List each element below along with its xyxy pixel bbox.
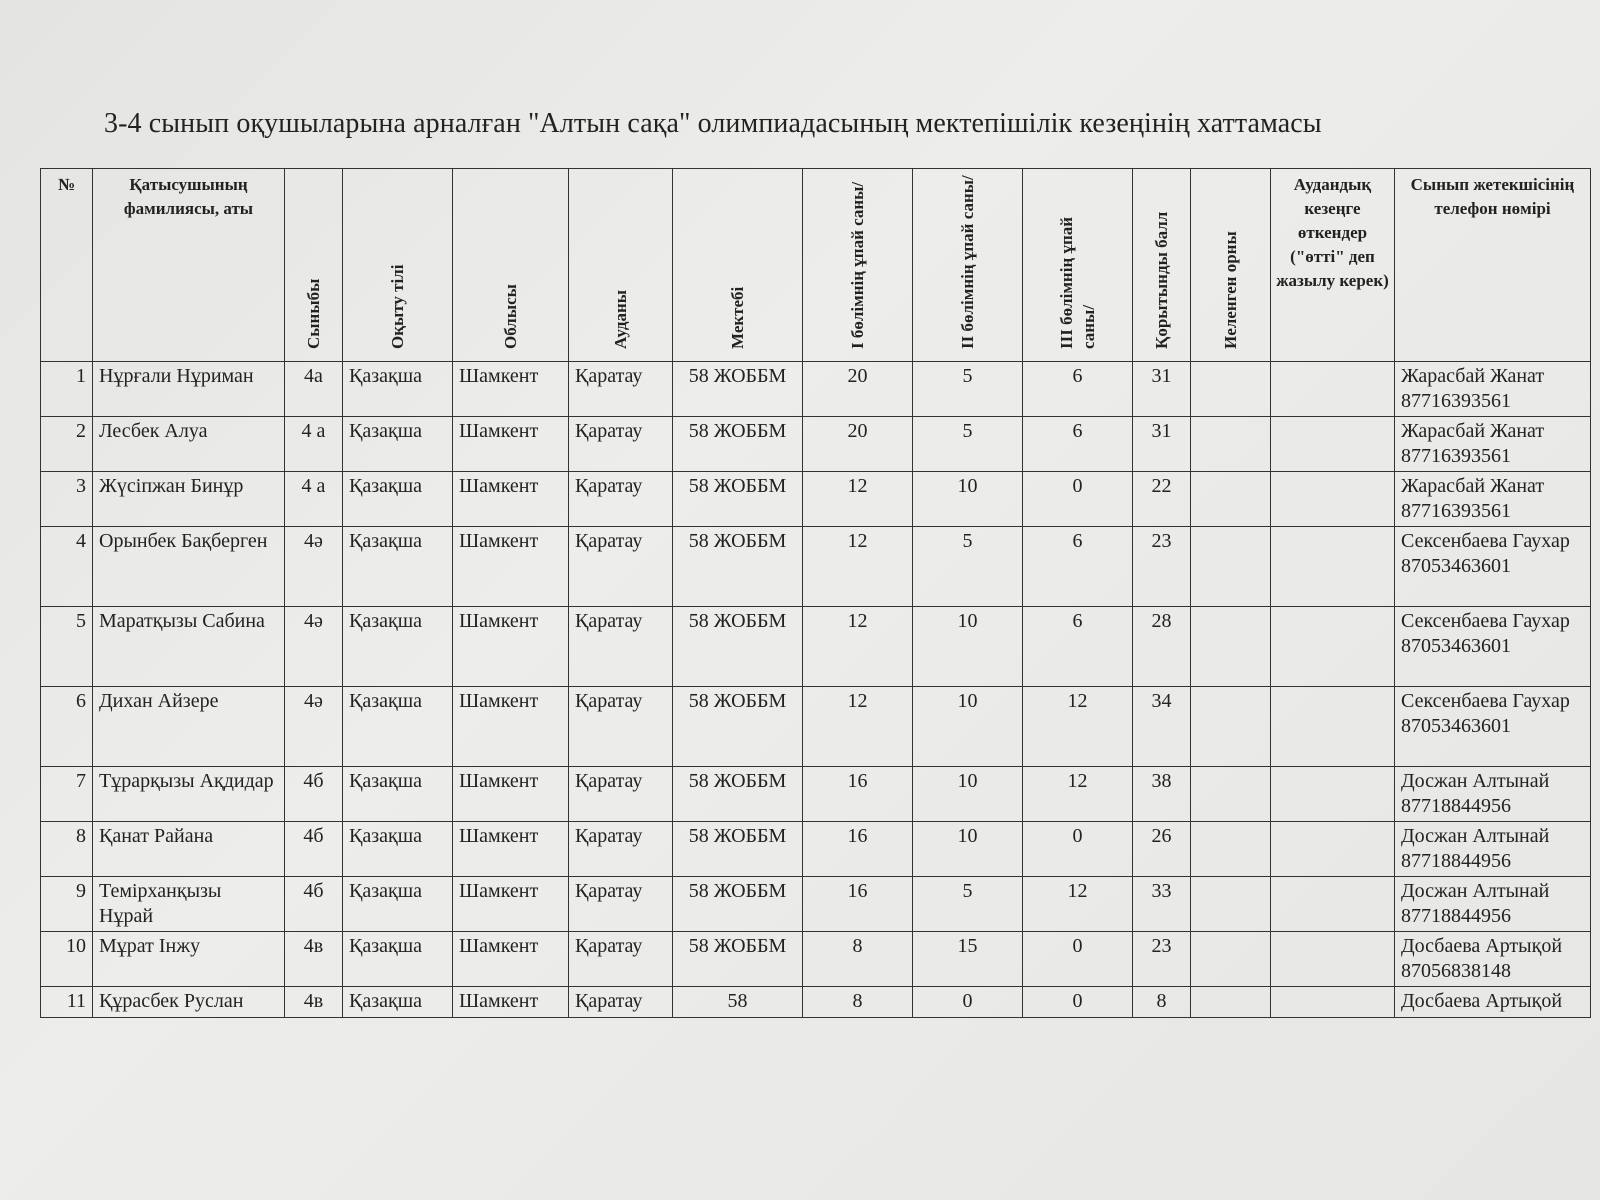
cell-language: Қазақша: [343, 527, 453, 607]
header-part2-label: II бөлімнің ұпай саны/: [957, 175, 977, 349]
cell-no: 8: [41, 822, 93, 877]
cell-grade: 4ә: [285, 607, 343, 687]
cell-region: Шамкент: [453, 527, 569, 607]
cell-teacher: Досбаева Артықой 87056838148: [1395, 932, 1591, 987]
table-row: [41, 527, 1591, 607]
cell-part3: 0: [1023, 822, 1133, 877]
cell-school: 58 ЖОББМ: [673, 607, 803, 687]
cell-part3: 12: [1023, 877, 1133, 932]
header-total-label: Қорытынды балл: [1151, 211, 1171, 349]
cell-no: 2: [41, 417, 93, 472]
cell-total: 31: [1133, 417, 1191, 472]
cell-region: Шамкент: [453, 987, 569, 1018]
table-row: [41, 362, 1591, 417]
cell-advanced: [1271, 417, 1395, 472]
cell-grade: 4ә: [285, 687, 343, 767]
header-place-label: Иеленген орны: [1220, 231, 1240, 349]
cell-advanced: [1271, 362, 1395, 417]
header-name: Қатысушының фамилиясы, аты: [93, 169, 285, 362]
cell-name: Маратқызы Сабина: [93, 607, 285, 687]
cell-district: Қаратау: [569, 987, 673, 1018]
cell-school: 58 ЖОББМ: [673, 472, 803, 527]
cell-part2: 0: [913, 987, 1023, 1018]
cell-part1: 8: [803, 932, 913, 987]
header-region-label: Облысы: [500, 284, 520, 349]
header-part1: [803, 169, 913, 362]
cell-total: 33: [1133, 877, 1191, 932]
cell-total: 23: [1133, 527, 1191, 607]
cell-place: [1191, 987, 1271, 1018]
cell-part3: 0: [1023, 932, 1133, 987]
cell-teacher: Досбаева Артықой: [1395, 987, 1591, 1018]
cell-no: 1: [41, 362, 93, 417]
header-district-label: Ауданы: [610, 289, 630, 349]
cell-part3: 12: [1023, 687, 1133, 767]
header-grade: [285, 169, 343, 362]
cell-language: Қазақша: [343, 687, 453, 767]
cell-advanced: [1271, 767, 1395, 822]
cell-advanced: [1271, 822, 1395, 877]
table-row: [41, 687, 1591, 767]
cell-language: Қазақша: [343, 767, 453, 822]
cell-place: [1191, 607, 1271, 687]
header-part3: [1023, 169, 1133, 362]
cell-school: 58 ЖОББМ: [673, 527, 803, 607]
cell-school: 58 ЖОББМ: [673, 417, 803, 472]
cell-place: [1191, 527, 1271, 607]
cell-no: 3: [41, 472, 93, 527]
cell-teacher: Жарасбай Жанат 87716393561: [1395, 362, 1591, 417]
cell-grade: 4в: [285, 987, 343, 1018]
cell-school: 58 ЖОББМ: [673, 932, 803, 987]
cell-place: [1191, 877, 1271, 932]
cell-place: [1191, 687, 1271, 767]
cell-name: Нұрғали Нұриман: [93, 362, 285, 417]
cell-region: Шамкент: [453, 822, 569, 877]
cell-region: Шамкент: [453, 932, 569, 987]
cell-part3: 12: [1023, 767, 1133, 822]
document-title: 3-4 сынып оқушыларына арналған "Алтын сақа" олимпиадасының мектепішілік кезеңінің хаттамасы: [104, 108, 1322, 139]
cell-no: 4: [41, 527, 93, 607]
table-row: [41, 822, 1591, 877]
cell-no: 9: [41, 877, 93, 932]
cell-place: [1191, 472, 1271, 527]
cell-part3: 6: [1023, 527, 1133, 607]
cell-advanced: [1271, 877, 1395, 932]
cell-teacher: Сексенбаева Гаухар 87053463601: [1395, 607, 1591, 687]
header-school: [673, 169, 803, 362]
header-school-label: Мектебі: [727, 286, 747, 349]
cell-name: Қанат Райана: [93, 822, 285, 877]
cell-no: 7: [41, 767, 93, 822]
cell-place: [1191, 822, 1271, 877]
header-advanced: Аудандық кезеңге өткендер ("өтті" деп жазылу керек): [1271, 169, 1395, 362]
cell-language: Қазақша: [343, 607, 453, 687]
cell-district: Қаратау: [569, 932, 673, 987]
cell-advanced: [1271, 527, 1395, 607]
cell-district: Қаратау: [569, 607, 673, 687]
cell-advanced: [1271, 687, 1395, 767]
cell-part1: 12: [803, 687, 913, 767]
cell-grade: 4 а: [285, 472, 343, 527]
cell-place: [1191, 362, 1271, 417]
cell-part2: 15: [913, 932, 1023, 987]
cell-language: Қазақша: [343, 877, 453, 932]
results-body: [41, 362, 1591, 1018]
cell-district: Қаратау: [569, 417, 673, 472]
cell-part2: 10: [913, 607, 1023, 687]
table-row: [41, 767, 1591, 822]
table-row: [41, 472, 1591, 527]
header-row: [41, 169, 1591, 362]
cell-district: Қаратау: [569, 527, 673, 607]
cell-advanced: [1271, 987, 1395, 1018]
cell-no: 10: [41, 932, 93, 987]
header-total: [1133, 169, 1191, 362]
cell-region: Шамкент: [453, 472, 569, 527]
cell-part2: 10: [913, 767, 1023, 822]
cell-advanced: [1271, 472, 1395, 527]
cell-part1: 20: [803, 417, 913, 472]
cell-part1: 12: [803, 527, 913, 607]
cell-grade: 4ә: [285, 527, 343, 607]
header-teacher: Сынып жетекшісінің телефон нөмірі: [1395, 169, 1591, 362]
cell-part1: 12: [803, 607, 913, 687]
header-district: [569, 169, 673, 362]
cell-advanced: [1271, 607, 1395, 687]
cell-part3: 0: [1023, 987, 1133, 1018]
cell-district: Қаратау: [569, 687, 673, 767]
cell-total: 22: [1133, 472, 1191, 527]
cell-place: [1191, 417, 1271, 472]
cell-part2: 5: [913, 877, 1023, 932]
table-row: [41, 932, 1591, 987]
cell-no: 11: [41, 987, 93, 1018]
cell-total: 34: [1133, 687, 1191, 767]
header-part2: [913, 169, 1023, 362]
cell-part3: 6: [1023, 362, 1133, 417]
cell-part1: 16: [803, 767, 913, 822]
header-grade-label: Сыныбы: [303, 278, 323, 349]
cell-part2: 10: [913, 822, 1023, 877]
cell-part1: 8: [803, 987, 913, 1018]
cell-place: [1191, 767, 1271, 822]
cell-school: 58 ЖОББМ: [673, 362, 803, 417]
table-row: [41, 417, 1591, 472]
cell-region: Шамкент: [453, 362, 569, 417]
cell-teacher: Сексенбаева Гаухар 87053463601: [1395, 527, 1591, 607]
cell-grade: 4б: [285, 877, 343, 932]
cell-district: Қаратау: [569, 877, 673, 932]
cell-language: Қазақша: [343, 822, 453, 877]
cell-name: Орынбек Бақберген: [93, 527, 285, 607]
cell-district: Қаратау: [569, 767, 673, 822]
cell-language: Қазақша: [343, 362, 453, 417]
cell-part2: 5: [913, 417, 1023, 472]
cell-advanced: [1271, 932, 1395, 987]
cell-part1: 12: [803, 472, 913, 527]
cell-name: Тұрарқызы Ақдидар: [93, 767, 285, 822]
cell-place: [1191, 932, 1271, 987]
cell-name: Лесбек Алуа: [93, 417, 285, 472]
cell-total: 38: [1133, 767, 1191, 822]
cell-school: 58 ЖОББМ: [673, 767, 803, 822]
cell-total: 8: [1133, 987, 1191, 1018]
cell-total: 31: [1133, 362, 1191, 417]
table-row: [41, 877, 1591, 932]
cell-total: 26: [1133, 822, 1191, 877]
cell-region: Шамкент: [453, 877, 569, 932]
cell-teacher: Жарасбай Жанат 87716393561: [1395, 417, 1591, 472]
cell-district: Қаратау: [569, 472, 673, 527]
cell-language: Қазақша: [343, 472, 453, 527]
results-table: [40, 168, 1591, 1018]
cell-language: Қазақша: [343, 417, 453, 472]
cell-name: Темірханқызы Нұрай: [93, 877, 285, 932]
cell-part2: 5: [913, 527, 1023, 607]
cell-total: 28: [1133, 607, 1191, 687]
cell-part1: 16: [803, 877, 913, 932]
header-region: [453, 169, 569, 362]
cell-region: Шамкент: [453, 607, 569, 687]
cell-district: Қаратау: [569, 822, 673, 877]
cell-school: 58 ЖОББМ: [673, 687, 803, 767]
header-part3-label: III бөлімнің ұпай саны/: [1056, 216, 1098, 349]
cell-school: 58: [673, 987, 803, 1018]
cell-grade: 4в: [285, 932, 343, 987]
header-no: №: [41, 169, 93, 362]
cell-grade: 4б: [285, 822, 343, 877]
cell-no: 6: [41, 687, 93, 767]
cell-no: 5: [41, 607, 93, 687]
cell-part3: 6: [1023, 607, 1133, 687]
cell-region: Шамкент: [453, 767, 569, 822]
table-row: [41, 607, 1591, 687]
cell-language: Қазақша: [343, 932, 453, 987]
cell-part2: 10: [913, 687, 1023, 767]
cell-grade: 4б: [285, 767, 343, 822]
cell-grade: 4а: [285, 362, 343, 417]
cell-part2: 10: [913, 472, 1023, 527]
header-place: [1191, 169, 1271, 362]
cell-teacher: Жарасбай Жанат 87716393561: [1395, 472, 1591, 527]
cell-grade: 4 а: [285, 417, 343, 472]
cell-total: 23: [1133, 932, 1191, 987]
header-part1-label: I бөлімнің ұпай саны/: [847, 181, 867, 349]
cell-region: Шамкент: [453, 417, 569, 472]
cell-region: Шамкент: [453, 687, 569, 767]
cell-name: Дихан Айзере: [93, 687, 285, 767]
cell-name: Құрасбек Руслан: [93, 987, 285, 1018]
cell-teacher: Сексенбаева Гаухар 87053463601: [1395, 687, 1591, 767]
cell-school: 58 ЖОББМ: [673, 877, 803, 932]
cell-part3: 0: [1023, 472, 1133, 527]
header-language: [343, 169, 453, 362]
table-row: [41, 987, 1591, 1018]
cell-part3: 6: [1023, 417, 1133, 472]
cell-school: 58 ЖОББМ: [673, 822, 803, 877]
cell-teacher: Досжан Алтынай 87718844956: [1395, 877, 1591, 932]
cell-part1: 16: [803, 822, 913, 877]
cell-teacher: Досжан Алтынай 87718844956: [1395, 822, 1591, 877]
cell-part2: 5: [913, 362, 1023, 417]
cell-district: Қаратау: [569, 362, 673, 417]
cell-part1: 20: [803, 362, 913, 417]
cell-teacher: Досжан Алтынай 87718844956: [1395, 767, 1591, 822]
cell-name: Мұрат Інжу: [93, 932, 285, 987]
cell-name: Жүсіпжан Бинұр: [93, 472, 285, 527]
header-language-label: Оқыту тілі: [387, 264, 407, 349]
cell-language: Қазақша: [343, 987, 453, 1018]
